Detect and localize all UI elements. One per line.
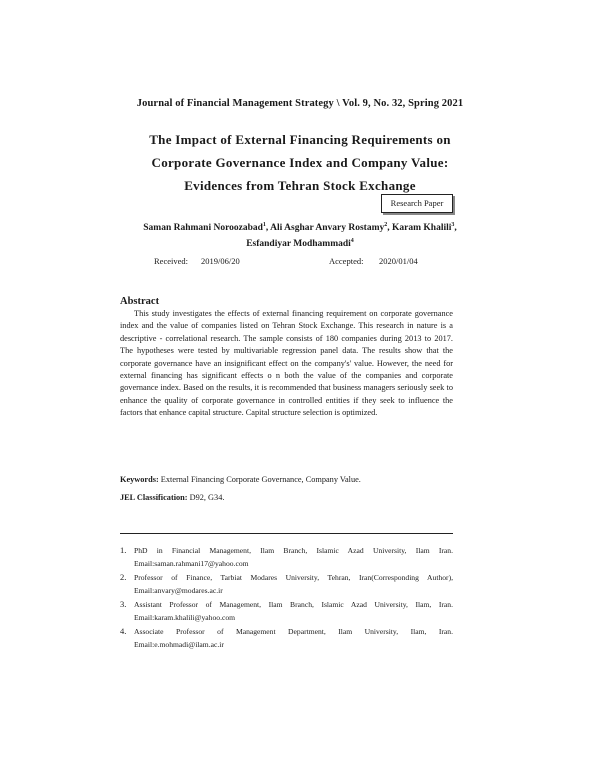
footnote-number: 1. bbox=[120, 545, 127, 555]
footnote-affiliation: PhD in Financial Management, Ilam Branch, Islamic Azad University, Ilam Iran. bbox=[134, 546, 453, 555]
footnote-email: Email:e.mohmadi@ilam.ac.ir bbox=[134, 640, 224, 649]
author-affiliation-mark: 2 bbox=[384, 222, 388, 228]
footnote-divider bbox=[120, 533, 453, 534]
footnote-affiliation: Assistant Professor of Management, Ilam Branch, Islamic Azad University, Ilam, Iran. bbox=[134, 600, 453, 609]
footnote-email: Email:anvary@modares.ac.ir bbox=[134, 586, 223, 595]
paper-title-line-3: Evidences from Tehran Stock Exchange bbox=[184, 178, 416, 193]
received-label: Received: bbox=[154, 256, 188, 266]
footnote-2 bbox=[120, 571, 453, 597]
jel-label: JEL Classification: bbox=[120, 493, 188, 502]
footnote-email: Email:karam.khalili@yahoo.com bbox=[134, 613, 236, 622]
paper-title-line-2: Corporate Governance Index and Company Value: bbox=[151, 155, 449, 170]
footnote-1 bbox=[120, 544, 453, 570]
author-name: Saman Rahmani Noroozabad bbox=[143, 223, 263, 234]
keywords-value: External Financing Corporate Governance, Company Value. bbox=[160, 475, 361, 484]
abstract-text-block bbox=[120, 308, 453, 420]
author-list: Saman Rahmani Noroozabad$^1$, Ali Asghar Anvary Rostamy$^2$, Karam Khalili$^3$, Esfandiyar Modhammadi$^4$ bbox=[143, 222, 457, 250]
journal-header: Journal of Financial Management Strategy \ Vol. 9, No. 32, Spring 2021 bbox=[136, 98, 464, 109]
author-affiliation-mark: 4 bbox=[350, 238, 354, 245]
footnote-affiliation: Associate Professor of Management Department, Ilam University, Ilam, Iran. bbox=[134, 627, 453, 636]
keywords bbox=[120, 475, 361, 484]
abstract-heading: Abstract bbox=[120, 296, 160, 307]
jel-classification bbox=[120, 493, 224, 502]
abstract-text: This study investigates the effects of external financing requirement on corporate governance index and the value of companies listed on Tehran Stock Exchange. This research in nature is a descriptive - correlational research. The sample consists of 180 companies during 2013 to 2017. The hypotheses were tested by multivariable regression panel data. The results show that the corporate governance have an insignificant effect on the company's' value. However, the need for external financing has significant effects o n both the value of the companies and corporate governance index. Based on the results, it is recommended that business managers seriously seek to enhance the quality of corporate governance in controlled entities if they seek to influence the factors that enhance capital structure. Capital structure selection is optimized. bbox=[120, 309, 453, 418]
footnote-3 bbox=[120, 598, 453, 624]
footnote-affiliation: Professor of Finance, Tarbiat Modares University, Tehran, Iran(Corresponding Author), bbox=[134, 573, 453, 582]
footnote-number: 2. bbox=[120, 572, 127, 582]
accepted-date: 2020/01/04 bbox=[379, 256, 418, 266]
footnote-number: 4. bbox=[120, 626, 127, 636]
paper-title-line-1: The Impact of External Financing Requirements on bbox=[149, 132, 451, 147]
author-name: Esfandiyar Modhammadi bbox=[246, 239, 351, 250]
author-affiliation-mark: 3 bbox=[451, 222, 455, 228]
footnote-email: Email:saman.rahmani17@yahoo.com bbox=[134, 559, 249, 568]
jel-value: D92, G34. bbox=[189, 493, 225, 502]
author-affiliation-mark: 1 bbox=[262, 222, 266, 228]
accepted-label: Accepted: bbox=[329, 256, 364, 266]
received-date: 2019/06/20 bbox=[201, 256, 240, 266]
footnote-number: 3. bbox=[120, 599, 127, 609]
author-name: Ali Asghar Anvary Rostamy bbox=[270, 223, 385, 234]
paper-type-badge: Research Paper bbox=[381, 194, 453, 213]
footnote-4 bbox=[120, 625, 453, 651]
keywords-label: Keywords: bbox=[120, 475, 159, 484]
author-name: Karam Khalili bbox=[392, 223, 452, 234]
